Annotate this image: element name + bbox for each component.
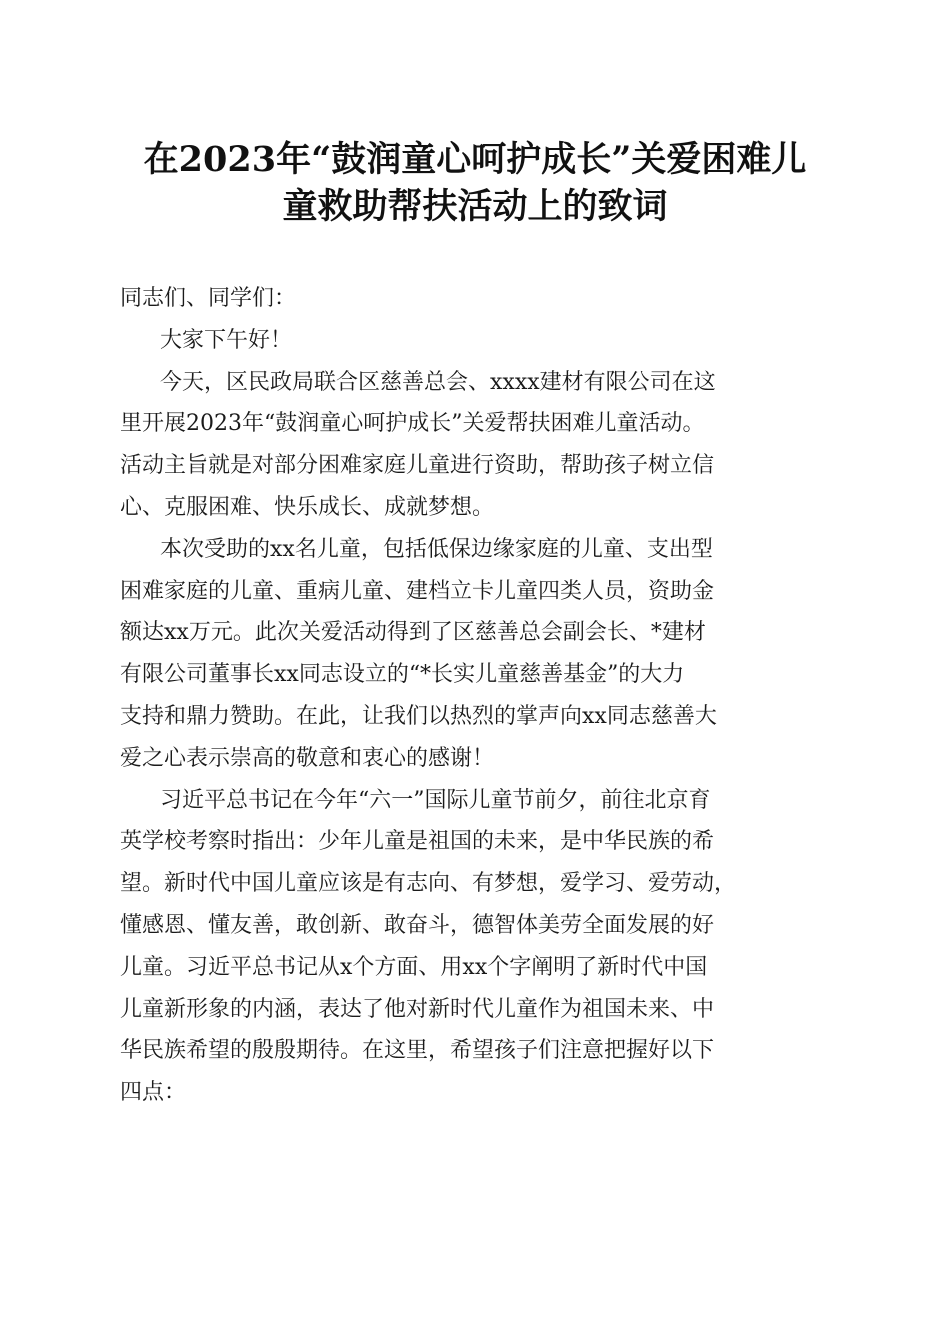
paragraph-line: 英学校考察时指出：少年儿童是祖国的未来，是中华民族的希	[120, 829, 715, 855]
title-line: 在2023年“鼓润童心呵护成长”关爱困难儿	[143, 139, 807, 180]
paragraph-line: 活动主旨就是对部分困难家庭儿童进行资助，帮助孩子树立信	[120, 453, 715, 479]
paragraph-line: 困难家庭的儿童、重病儿童、建档立卡儿童四类人员，资助金	[120, 578, 715, 604]
paragraph-line: 有限公司董事长xx同志设立的“*长实儿童慈善基金”的大力	[120, 662, 685, 688]
paragraph-line: 本次受助的xx名儿童，包括低保边缘家庭的儿童、支出型	[160, 536, 713, 562]
title-line: 童救助帮扶活动上的致词	[282, 186, 668, 227]
paragraph-line: 望。新时代中国儿童应该是有志向、有梦想，爱学习、爱劳动，	[120, 871, 737, 897]
paragraph-line: 额达xx万元。此次关爱活动得到了区慈善总会副会长、*建材	[120, 620, 706, 646]
paragraph-line: 儿童新形象的内涵，表达了他对新时代儿童作为祖国未来、中	[120, 996, 715, 1022]
paragraph-line: 习近平总书记在今年“六一”国际儿童节前夕，前往北京育	[160, 787, 711, 813]
paragraph-line: 华民族希望的殷殷期待。在这里，希望孩子们注意把握好以下	[120, 1038, 715, 1064]
greeting: 大家下午好！	[160, 327, 293, 353]
document-title	[110, 136, 840, 230]
salutation: 同志们、同学们：	[120, 286, 297, 311]
paragraph-line: 心、克服困难、快乐成长、成就梦想。	[120, 494, 495, 520]
paragraph-line: 四点：	[120, 1080, 187, 1106]
document-body	[120, 278, 840, 1114]
paragraph-line: 今天，区民政局联合区慈善总会、xxxx建材有限公司在这	[160, 369, 716, 395]
paragraph-line: 儿童。习近平总书记从x个方面、用xx个字阐明了新时代中国	[120, 954, 708, 980]
paragraph-line: 里开展2023年“鼓润童心呵护成长”关爱帮扶困难儿童活动。	[120, 411, 705, 437]
paragraph-line: 懂感恩、懂友善，敢创新、敢奋斗，德智体美劳全面发展的好	[120, 912, 715, 938]
paragraph-line: 爱之心表示崇高的敬意和衷心的感谢！	[120, 745, 495, 771]
paragraph-line: 支持和鼎力赞助。在此，让我们以热烈的掌声向xx同志慈善大	[120, 703, 717, 729]
